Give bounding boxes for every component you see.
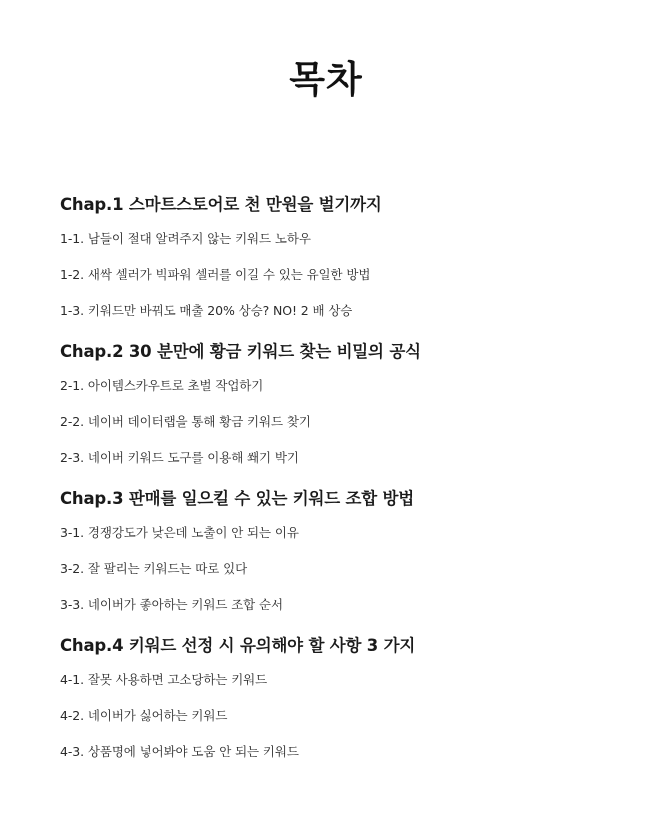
toc-chapter-items bbox=[60, 378, 592, 467]
toc-entry: 2-2. 네이버 데이터랩을 통해 황금 키워드 찾기 bbox=[60, 413, 311, 429]
page-title: 목차 bbox=[289, 58, 363, 101]
toc-entry: 3-3. 네이버가 좋아하는 키워드 조합 순서 bbox=[60, 597, 283, 613]
toc-chapter-heading: Chap.1 스마트스토어로 천 만원을 벌기까지 bbox=[60, 195, 382, 215]
table-of-contents bbox=[60, 194, 592, 760]
toc-entry: 2-1. 아이템스카우트로 초벌 작업하기 bbox=[60, 377, 264, 393]
toc-chapter-heading: Chap.4 키워드 선정 시 유의해야 할 사항 3 가지 bbox=[60, 636, 416, 656]
toc-chapter-items bbox=[60, 231, 592, 320]
toc-entry: 3-2. 잘 팔리는 키워드는 따로 있다 bbox=[60, 560, 248, 576]
toc-chapter bbox=[60, 488, 592, 613]
toc-entry: 1-2. 새싹 셀러가 빅파워 셀러를 이길 수 있는 유일한 방법 bbox=[60, 266, 371, 282]
toc-entry: 2-3. 네이버 키워드 도구를 이용해 쐐기 박기 bbox=[60, 450, 299, 466]
toc-chapter-items bbox=[60, 525, 592, 614]
toc-entry: 1-3. 키워드만 바꿔도 매출 20% 상승? NO! 2 배 상승 bbox=[60, 303, 353, 319]
toc-chapter bbox=[60, 341, 592, 466]
toc-chapter bbox=[60, 635, 592, 760]
toc-entry: 4-3. 상품명에 넣어봐야 도움 안 되는 키워드 bbox=[60, 744, 299, 760]
toc-chapter bbox=[60, 194, 592, 319]
toc-chapter-heading: Chap.3 판매를 일으킬 수 있는 키워드 조합 방법 bbox=[60, 489, 414, 509]
toc-chapter-items bbox=[60, 672, 592, 761]
toc-entry: 1-1. 남들이 절대 알려주지 않는 키워드 노하우 bbox=[60, 230, 311, 246]
toc-chapter-heading: Chap.2 30 분만에 황금 키워드 찾는 비밀의 공식 bbox=[60, 342, 421, 362]
toc-entry: 4-2. 네이버가 싫어하는 키워드 bbox=[60, 707, 228, 723]
toc-entry: 3-1. 경쟁강도가 낮은데 노출이 안 되는 이유 bbox=[60, 524, 299, 540]
toc-entry: 4-1. 잘못 사용하면 고소당하는 키워드 bbox=[60, 671, 268, 687]
